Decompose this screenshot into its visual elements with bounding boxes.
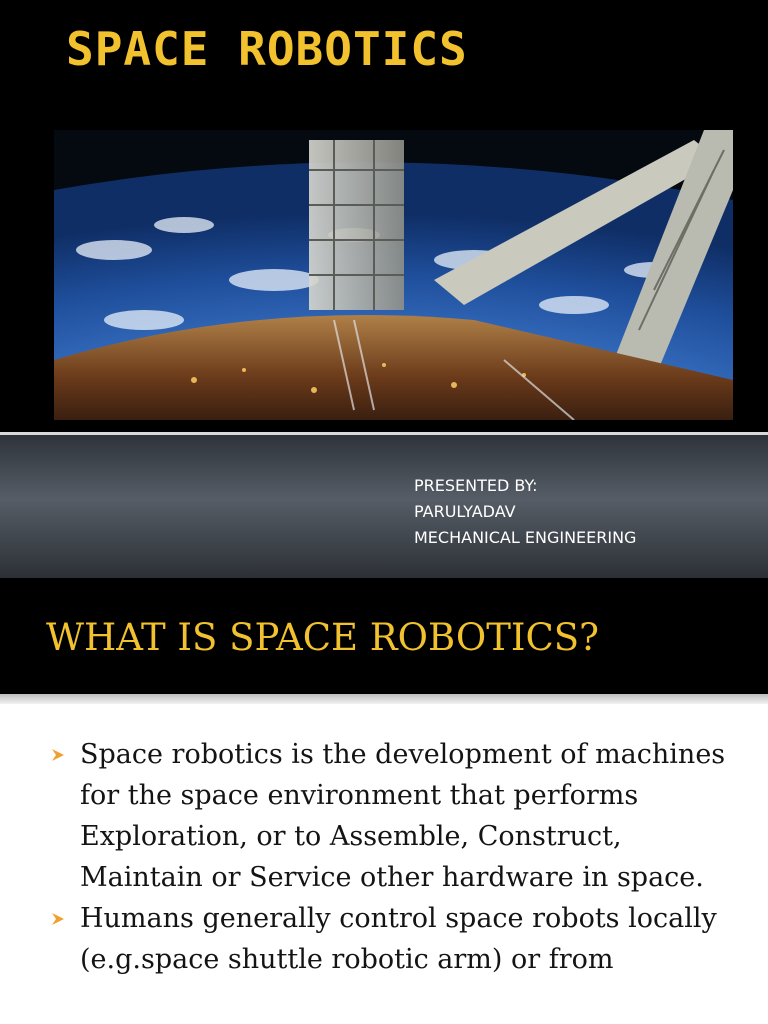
slide-title: SPACE ROBOTICS <box>66 22 468 76</box>
presenter-department: MECHANICAL ENGINEERING <box>414 528 637 547</box>
header-divider <box>0 694 768 704</box>
presented-by-label: PRESENTED BY: <box>414 476 538 495</box>
content-slide-title: WHAT IS SPACE ROBOTICS? <box>46 616 599 659</box>
content-slide-header <box>0 578 768 694</box>
content-slide <box>0 578 768 1024</box>
content-slide-body <box>0 704 768 1024</box>
bullet-item <box>50 734 750 898</box>
bullet-text: Space robotics is the development of machines for the space environment that performs Exploration, or to Assemble, Construct, Maintain or Service other hardware in space. <box>80 739 726 893</box>
space-station-illustration <box>54 130 733 420</box>
presenter-name: PARULYADAV <box>414 502 516 521</box>
arrow-bullet-icon <box>50 898 72 939</box>
space-station-photo <box>54 130 733 420</box>
bullet-text: Humans generally control space robots locally (e.g.space shuttle robotic arm) or from <box>80 903 717 975</box>
presenter-info <box>414 473 636 551</box>
presenter-band <box>0 435 768 578</box>
bullet-list <box>50 734 750 980</box>
bullet-item <box>50 898 750 980</box>
arrow-bullet-icon <box>50 734 72 775</box>
